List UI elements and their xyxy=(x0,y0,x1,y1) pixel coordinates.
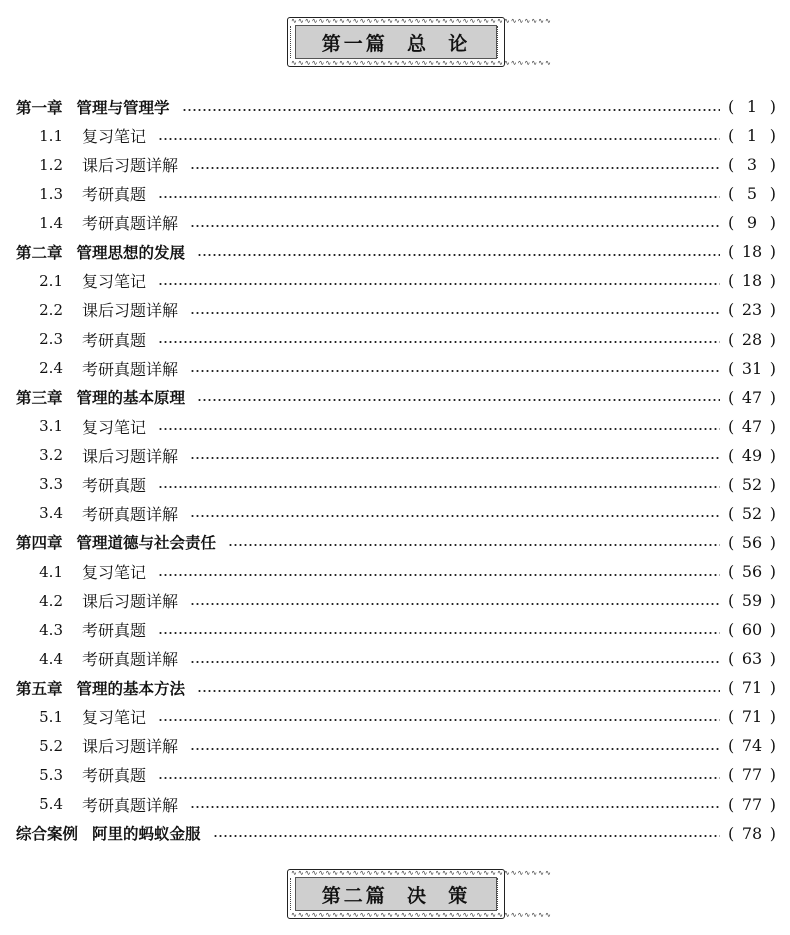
paren-open: ( xyxy=(728,678,735,698)
page-value: 71 xyxy=(741,678,763,698)
entry-title: 课后习题详解 xyxy=(82,737,179,757)
dot-leader xyxy=(158,196,720,198)
toc-chapter-entry[interactable] xyxy=(16,528,776,557)
page-value: 1 xyxy=(746,126,758,146)
toc-section-entry[interactable] xyxy=(16,412,776,441)
dot-leader xyxy=(190,661,720,663)
dot-leader xyxy=(158,574,720,576)
entry-number: 2.2 xyxy=(39,300,63,319)
entry-number: 4.1 xyxy=(39,562,63,581)
entry-title: 考研真题 xyxy=(82,766,147,786)
dot-leader xyxy=(190,806,720,808)
entry-title: 管理道德与社会责任 xyxy=(76,534,217,553)
dot-leader xyxy=(158,138,720,140)
paren-open: ( xyxy=(728,503,735,523)
page-number xyxy=(728,533,776,552)
paren-open: ( xyxy=(728,416,735,436)
page-number xyxy=(728,678,776,697)
page-number xyxy=(728,242,776,261)
paren-close: ) xyxy=(769,620,776,640)
dot-leader xyxy=(190,225,720,227)
paren-close: ) xyxy=(769,126,776,146)
paren-close: ) xyxy=(769,562,776,582)
toc-section-entry[interactable] xyxy=(16,354,776,383)
entry-number: 综合案例 xyxy=(16,825,79,844)
entry-title: 考研真题详解 xyxy=(82,795,179,815)
page-value: 18 xyxy=(741,271,763,291)
dot-leader xyxy=(190,748,720,750)
toc-section-entry[interactable] xyxy=(16,731,776,760)
paren-open: ( xyxy=(728,794,735,814)
entry-title: 考研真题详解 xyxy=(82,214,179,234)
entry-number: 4.3 xyxy=(39,620,63,639)
ornament-border: ∿∿∿∿∿∿∿∿∿∿∿∿∿∿∿∿∿∿∿∿∿∿∿∿∿∿∿∿∿∿∿∿∿∿∿∿∿∿ xyxy=(291,59,552,67)
paren-close: ) xyxy=(769,707,776,727)
banner-plate xyxy=(295,25,497,59)
paren-close: ) xyxy=(769,300,776,320)
paren-close: ) xyxy=(769,649,776,669)
dot-leader xyxy=(158,341,720,343)
page-number xyxy=(728,475,776,494)
page-number xyxy=(728,446,776,465)
page-value: 47 xyxy=(741,387,763,407)
paren-open: ( xyxy=(728,736,735,756)
page-value: 52 xyxy=(741,503,763,523)
page-number xyxy=(728,504,776,523)
entry-number: 1.1 xyxy=(39,126,63,145)
entry-number: 第五章 xyxy=(16,679,63,698)
page-value: 18 xyxy=(741,242,763,262)
entry-number: 5.2 xyxy=(39,736,63,755)
page-number xyxy=(728,562,776,581)
toc-section-entry[interactable] xyxy=(16,790,776,819)
page-value: 78 xyxy=(741,823,763,843)
entry-title: 管理的基本方法 xyxy=(76,679,186,698)
entry-title: 课后习题详解 xyxy=(82,446,179,466)
toc-section-entry[interactable] xyxy=(16,644,776,673)
paren-open: ( xyxy=(728,242,735,262)
paren-open: ( xyxy=(728,445,735,465)
paren-close: ) xyxy=(769,794,776,814)
dot-leader xyxy=(158,632,720,634)
entry-title: 管理的基本原理 xyxy=(76,389,186,408)
paren-close: ) xyxy=(769,387,776,407)
toc-section-entry[interactable] xyxy=(16,295,776,324)
page-value: 47 xyxy=(741,416,763,436)
paren-open: ( xyxy=(728,155,735,175)
part-banner xyxy=(287,17,552,67)
paren-open: ( xyxy=(728,329,735,349)
paren-open: ( xyxy=(728,97,735,117)
entry-title: 考研真题 xyxy=(82,185,147,205)
page-value: 63 xyxy=(741,649,763,669)
paren-open: ( xyxy=(728,387,735,407)
entry-number: 3.4 xyxy=(39,504,63,523)
page-value: 31 xyxy=(741,358,763,378)
page-value: 52 xyxy=(741,474,763,494)
paren-close: ) xyxy=(769,765,776,785)
paren-open: ( xyxy=(728,184,735,204)
entry-title: 考研真题 xyxy=(82,330,147,350)
dot-leader xyxy=(158,719,720,721)
entry-title: 复习笔记 xyxy=(82,127,147,147)
paren-open: ( xyxy=(728,765,735,785)
entry-title: 考研真题详解 xyxy=(82,504,179,524)
page-number xyxy=(728,126,776,145)
dot-leader xyxy=(190,515,720,517)
entry-number: 2.1 xyxy=(39,271,63,290)
paren-close: ) xyxy=(769,242,776,262)
entry-title: 考研真题 xyxy=(82,475,147,495)
toc-section-entry[interactable] xyxy=(16,325,776,354)
toc-chapter-entry[interactable] xyxy=(16,383,776,412)
paren-open: ( xyxy=(728,707,735,727)
toc-section-entry[interactable] xyxy=(16,499,776,528)
ornament-border xyxy=(497,26,502,58)
page-number xyxy=(728,97,776,116)
dot-leader xyxy=(158,486,720,488)
table-of-contents xyxy=(16,92,776,848)
entry-number: 第二章 xyxy=(16,243,63,262)
paren-close: ) xyxy=(769,329,776,349)
page-number xyxy=(728,736,776,755)
page-value: 1 xyxy=(746,97,758,117)
entry-number: 1.2 xyxy=(39,155,63,174)
dot-leader xyxy=(190,457,720,459)
paren-close: ) xyxy=(769,445,776,465)
toc-section-entry[interactable] xyxy=(16,441,776,470)
paren-close: ) xyxy=(769,591,776,611)
entry-number: 1.3 xyxy=(39,184,63,203)
entry-number: 5.1 xyxy=(39,707,63,726)
dot-leader xyxy=(190,370,720,372)
entry-number: 2.3 xyxy=(39,330,63,349)
entry-title: 课后习题详解 xyxy=(82,592,179,612)
entry-title: 复习笔记 xyxy=(82,417,147,437)
toc-section-entry[interactable] xyxy=(16,179,776,208)
paren-close: ) xyxy=(769,358,776,378)
page-number xyxy=(728,765,776,784)
page-value: 5 xyxy=(746,184,758,204)
ornament-border xyxy=(497,878,502,910)
paren-close: ) xyxy=(769,416,776,436)
entry-number: 3.1 xyxy=(39,417,63,436)
toc-chapter-entry[interactable] xyxy=(16,819,776,848)
page-number xyxy=(728,155,776,174)
page-value: 77 xyxy=(741,794,763,814)
page-value: 23 xyxy=(741,300,763,320)
entry-number: 2.4 xyxy=(39,359,63,378)
page-value: 28 xyxy=(741,329,763,349)
entry-number: 第一章 xyxy=(16,98,63,117)
paren-open: ( xyxy=(728,358,735,378)
entry-title: 课后习题详解 xyxy=(82,156,179,176)
toc-section-entry[interactable] xyxy=(16,615,776,644)
paren-open: ( xyxy=(728,649,735,669)
entry-title: 复习笔记 xyxy=(82,708,147,728)
paren-close: ) xyxy=(769,736,776,756)
paren-open: ( xyxy=(728,620,735,640)
ornament-border: ∿∿∿∿∿∿∿∿∿∿∿∿∿∿∿∿∿∿∿∿∿∿∿∿∿∿∿∿∿∿∿∿∿∿∿∿∿∿ xyxy=(291,17,552,25)
banner-plate xyxy=(295,877,497,911)
paren-open: ( xyxy=(728,213,735,233)
paren-close: ) xyxy=(769,271,776,291)
page-number xyxy=(728,271,776,290)
dot-leader xyxy=(190,167,720,169)
page-number xyxy=(728,707,776,726)
paren-open: ( xyxy=(728,271,735,291)
page-value: 56 xyxy=(741,532,763,552)
page-value: 74 xyxy=(741,736,763,756)
entry-number: 第四章 xyxy=(16,534,63,553)
dot-leader xyxy=(228,544,720,546)
toc-chapter-entry[interactable] xyxy=(16,237,776,266)
entry-number: 1.4 xyxy=(39,213,63,232)
page-number xyxy=(728,300,776,319)
paren-open: ( xyxy=(728,591,735,611)
toc-section-entry[interactable] xyxy=(16,208,776,237)
entry-number: 5.3 xyxy=(39,765,63,784)
paren-close: ) xyxy=(769,474,776,494)
entry-title: 课后习题详解 xyxy=(82,301,179,321)
dot-leader xyxy=(158,428,720,430)
dot-leader xyxy=(158,283,720,285)
page-value: 59 xyxy=(741,591,763,611)
entry-title: 复习笔记 xyxy=(82,272,147,292)
entry-title: 管理思想的发展 xyxy=(76,243,186,262)
page-value: 71 xyxy=(741,707,763,727)
paren-open: ( xyxy=(728,300,735,320)
page-value: 9 xyxy=(746,213,758,233)
entry-number: 4.2 xyxy=(39,591,63,610)
entry-number: 3.2 xyxy=(39,446,63,465)
paren-open: ( xyxy=(728,126,735,146)
paren-open: ( xyxy=(728,474,735,494)
dot-leader xyxy=(190,603,720,605)
dot-leader xyxy=(190,312,720,314)
paren-open: ( xyxy=(728,562,735,582)
part-title: 第二篇 决 策 xyxy=(321,884,471,907)
dot-leader xyxy=(158,777,720,779)
page-number xyxy=(728,649,776,668)
dot-leader xyxy=(197,254,720,256)
entry-title: 考研真题详解 xyxy=(82,359,179,379)
entry-title: 复习笔记 xyxy=(82,563,147,583)
entry-number: 第三章 xyxy=(16,389,63,408)
toc-section-entry[interactable] xyxy=(16,470,776,499)
entry-title: 考研真题 xyxy=(82,621,147,641)
page-value: 56 xyxy=(741,562,763,582)
paren-close: ) xyxy=(769,678,776,698)
page-value: 60 xyxy=(741,620,763,640)
page-value: 49 xyxy=(741,445,763,465)
page-number xyxy=(728,795,776,814)
page-number xyxy=(728,359,776,378)
toc-section-entry[interactable] xyxy=(16,121,776,150)
toc-chapter-entry[interactable] xyxy=(16,92,776,121)
entry-title: 阿里的蚂蚁金服 xyxy=(92,825,201,844)
toc-chapter-entry[interactable] xyxy=(16,673,776,702)
paren-close: ) xyxy=(769,503,776,523)
page-number xyxy=(728,388,776,407)
page-number xyxy=(728,824,776,843)
toc-section-entry[interactable] xyxy=(16,586,776,615)
paren-open: ( xyxy=(728,823,735,843)
dot-leader xyxy=(182,109,720,111)
entry-number: 5.4 xyxy=(39,795,63,814)
paren-close: ) xyxy=(769,532,776,552)
entry-number: 4.4 xyxy=(39,649,63,668)
toc-section-entry[interactable] xyxy=(16,760,776,789)
paren-close: ) xyxy=(769,213,776,233)
toc-section-entry[interactable] xyxy=(16,150,776,179)
part-title: 第一篇 总 论 xyxy=(321,32,471,55)
toc-section-entry[interactable] xyxy=(16,702,776,731)
paren-close: ) xyxy=(769,97,776,117)
ornament-border: ∿∿∿∿∿∿∿∿∿∿∿∿∿∿∿∿∿∿∿∿∿∿∿∿∿∿∿∿∿∿∿∿∿∿∿∿∿∿ xyxy=(291,911,552,919)
part-banner xyxy=(287,869,552,919)
dot-leader xyxy=(197,690,720,692)
entry-number: 3.3 xyxy=(39,475,63,494)
page-value: 77 xyxy=(741,765,763,785)
toc-section-entry[interactable] xyxy=(16,266,776,295)
page-number xyxy=(728,213,776,232)
entry-title: 管理与管理学 xyxy=(76,98,170,117)
toc-section-entry[interactable] xyxy=(16,557,776,586)
dot-leader xyxy=(197,399,720,401)
paren-close: ) xyxy=(769,155,776,175)
page-number xyxy=(728,417,776,436)
entry-title: 考研真题详解 xyxy=(82,650,179,670)
paren-open: ( xyxy=(728,532,735,552)
page-value: 3 xyxy=(746,155,758,175)
page-number xyxy=(728,330,776,349)
paren-close: ) xyxy=(769,823,776,843)
page-number xyxy=(728,591,776,610)
dot-leader xyxy=(213,835,720,837)
ornament-border: ∿∿∿∿∿∿∿∿∿∿∿∿∿∿∿∿∿∿∿∿∿∿∿∿∿∿∿∿∿∿∿∿∿∿∿∿∿∿ xyxy=(291,869,552,877)
page-number xyxy=(728,184,776,203)
page-number xyxy=(728,620,776,639)
paren-close: ) xyxy=(769,184,776,204)
